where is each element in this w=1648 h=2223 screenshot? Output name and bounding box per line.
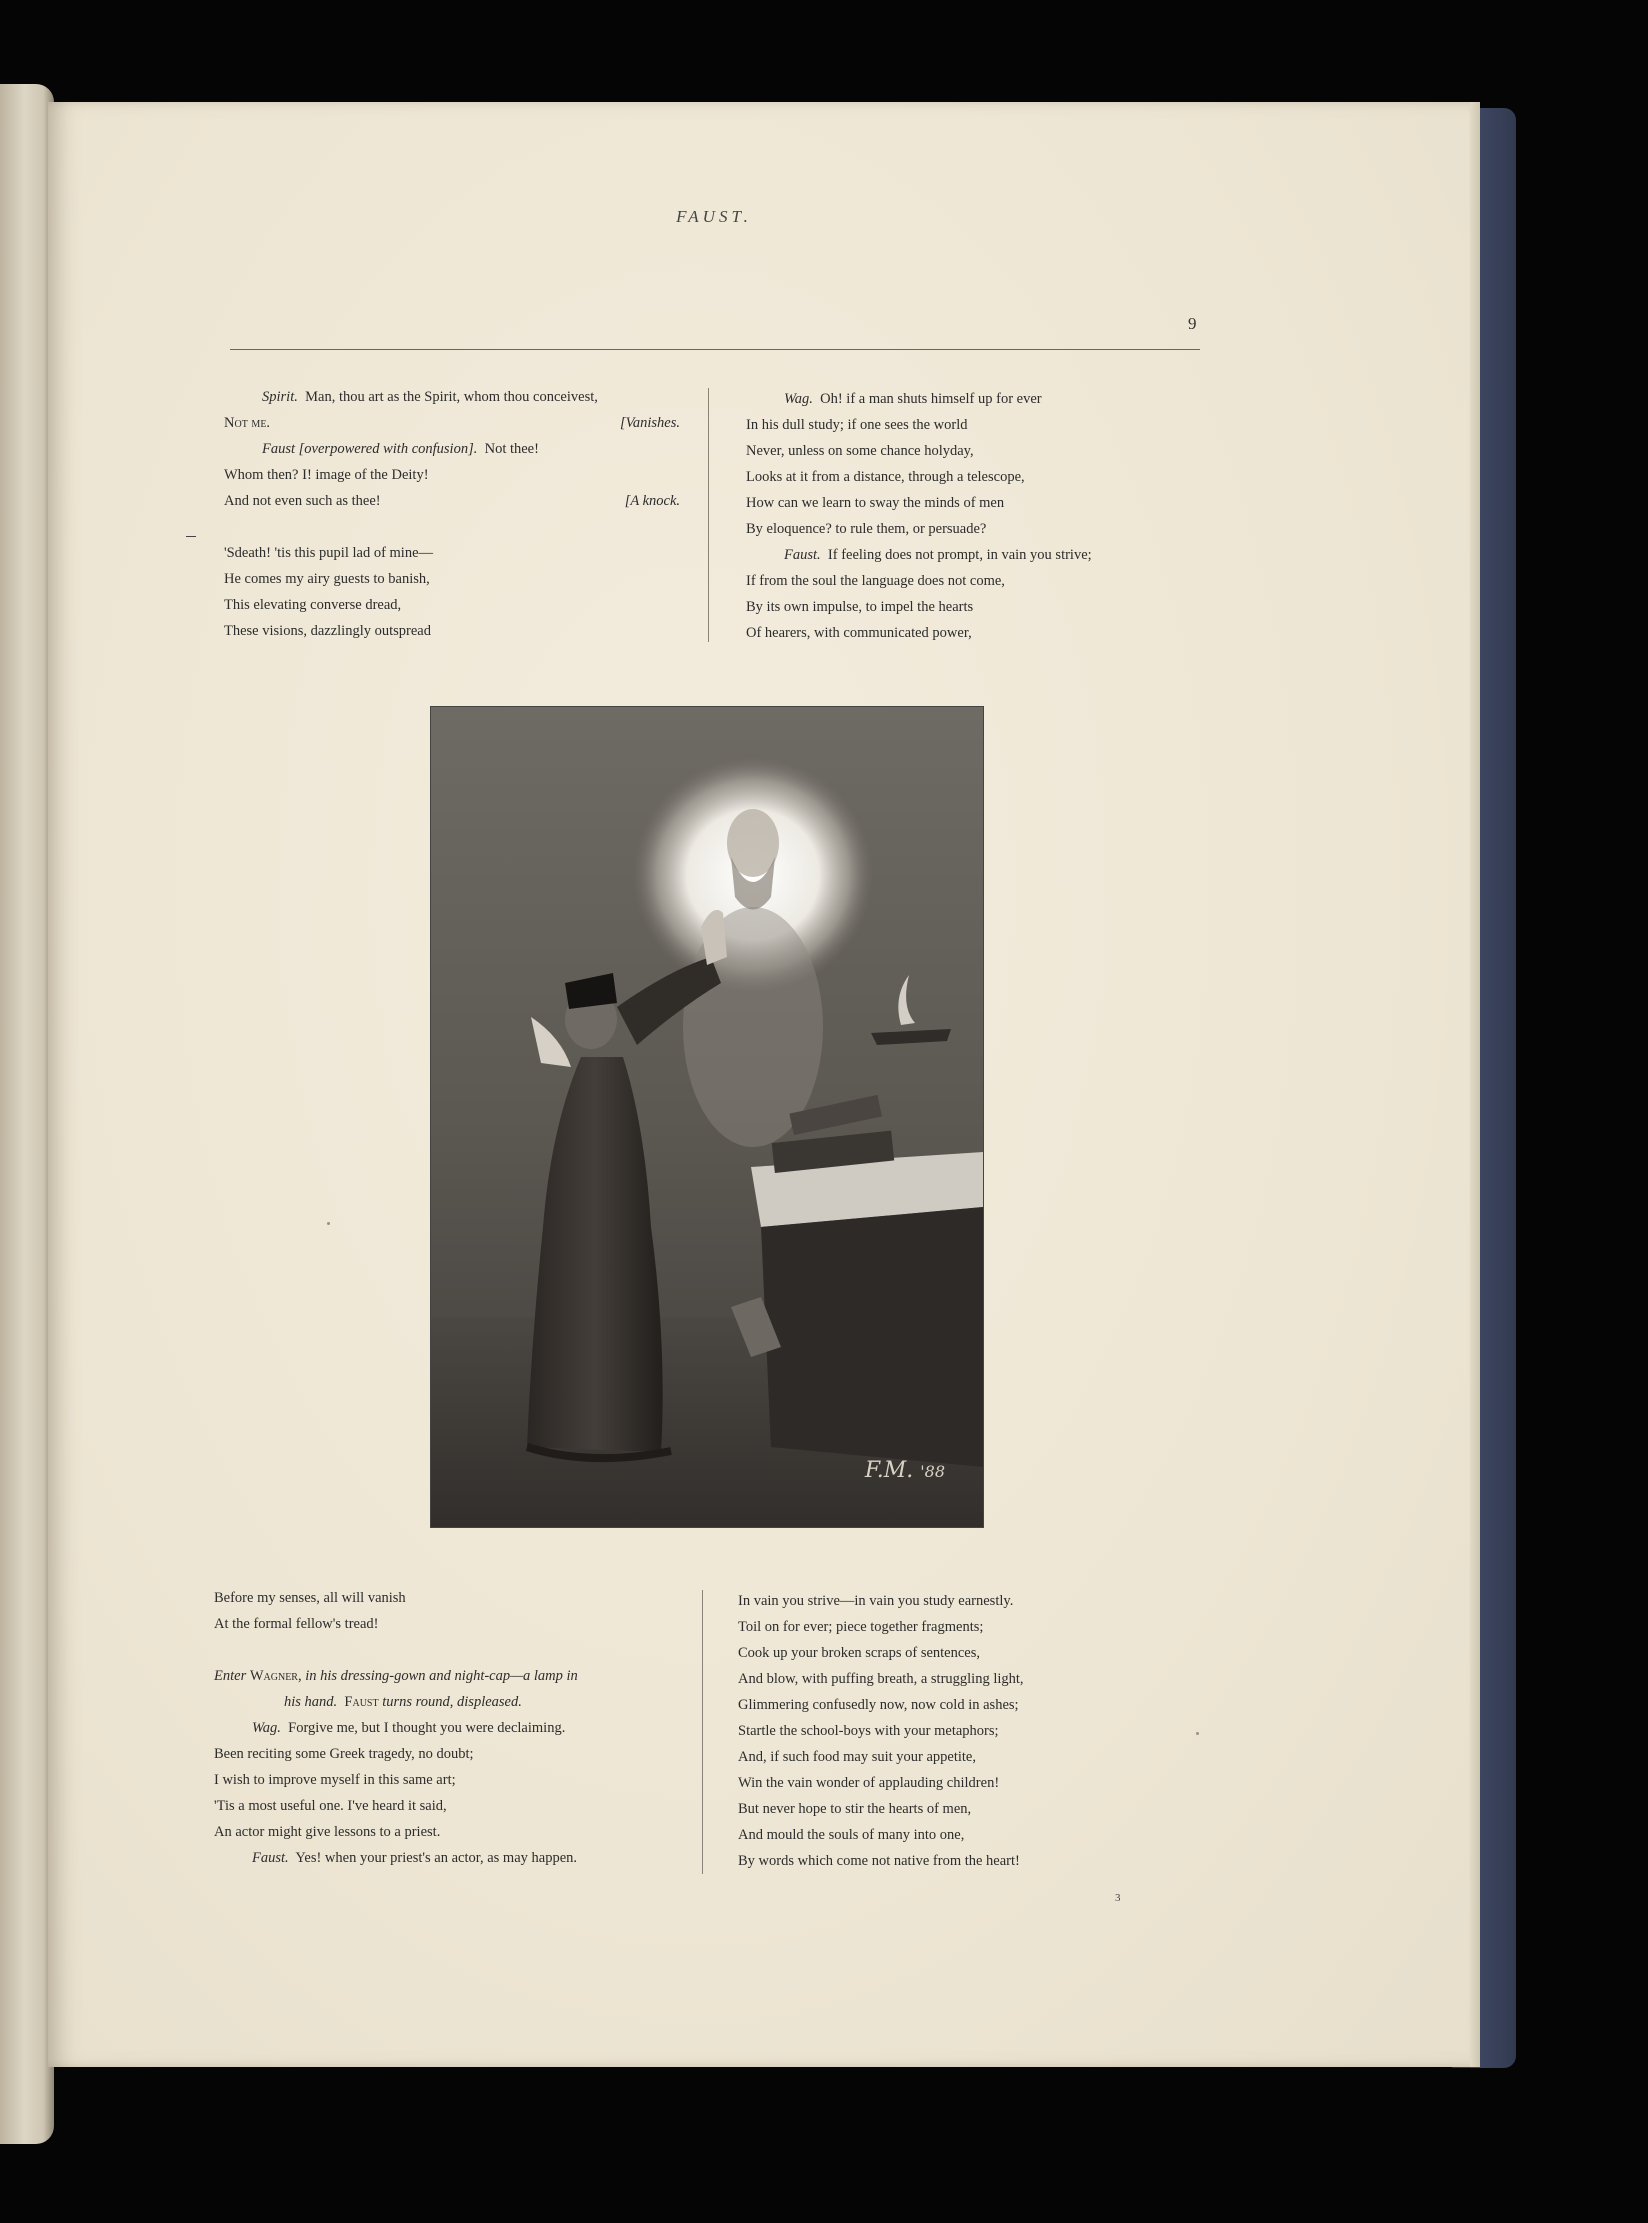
verse-text: In his dull study; if one sees the world <box>746 417 968 433</box>
verse-line <box>738 1718 1178 1744</box>
stage-direction: [A knock. <box>624 493 680 509</box>
engraving-svg <box>431 707 983 1527</box>
verse-text: And blow, with puffing breath, a struggling light, <box>738 1671 1024 1687</box>
verse-line <box>214 1715 684 1741</box>
verse-text: Of hearers, with communicated power, <box>746 625 972 641</box>
speaker-name: Faust <box>262 441 296 457</box>
verse-line <box>224 462 680 488</box>
verse-text: And not even such as thee! <box>224 493 381 509</box>
verse-text: I wish to improve myself in this same art; <box>214 1772 456 1788</box>
bottom-right-column <box>738 1588 1178 1874</box>
speaker-name: Spirit. <box>262 389 298 405</box>
printer-signature: 3 <box>1115 1892 1121 1904</box>
verse-text: By its own impulse, to impel the hearts <box>746 599 974 615</box>
verse-text: Man, thou art as the Spirit, whom thou conceivest, <box>305 389 598 405</box>
verse-text: Whom then? I! image of the Deity! <box>224 467 429 483</box>
verse-line <box>738 1588 1178 1614</box>
verse-line <box>738 1666 1178 1692</box>
verse-line <box>214 1793 684 1819</box>
verse-text: Toil on for ever; piece together fragments; <box>738 1619 984 1635</box>
column-separator <box>708 388 709 642</box>
verse-line <box>746 490 1186 516</box>
stage-text: in his dressing-gown and night-cap—a lamp in <box>305 1668 578 1684</box>
verse-line <box>224 566 680 592</box>
paper-speck <box>1196 1732 1199 1735</box>
character-name: Wagner, <box>249 1668 302 1684</box>
verse-line <box>224 488 680 514</box>
verse-text: And, if such food may suit your appetite, <box>738 1749 976 1765</box>
verse-line <box>224 410 680 436</box>
verse-text: Not thee! <box>484 441 539 457</box>
verse-line <box>738 1796 1178 1822</box>
verse-line <box>746 412 1186 438</box>
verse-line <box>746 568 1186 594</box>
verse-text: And mould the souls of many into one, <box>738 1827 965 1843</box>
verse-line <box>224 592 680 618</box>
verse-line <box>214 1611 684 1637</box>
stage-direction <box>214 1663 684 1689</box>
verse-line <box>224 384 680 410</box>
verse-line <box>214 1741 684 1767</box>
verse-text: Cook up your broken scraps of sentences, <box>738 1645 981 1661</box>
verse-line <box>738 1614 1178 1640</box>
verse-line <box>224 618 680 644</box>
verse-text: By eloquence? to rule them, or persuade? <box>746 521 987 537</box>
top-left-column <box>224 384 680 644</box>
artist-monogram: F.M. <box>864 1458 914 1483</box>
column-separator <box>702 1590 703 1874</box>
verse-line <box>746 464 1186 490</box>
paper-speck <box>327 1222 330 1225</box>
verse-text: Been reciting some Greek tragedy, no doubt; <box>214 1746 474 1762</box>
verse-text: 'Tis a most useful one. I've heard it said, <box>214 1798 447 1814</box>
verse-text: Never, unless on some chance holyday, <box>746 443 974 459</box>
verse-line <box>214 1819 684 1845</box>
verse-text: If feeling does not prompt, in vain you strive; <box>827 547 1092 563</box>
verse-text: But never hope to stir the hearts of men, <box>738 1801 972 1817</box>
stage-direction: [Vanishes. <box>619 415 680 431</box>
header-rule <box>230 349 1200 350</box>
verse-line <box>214 1845 684 1871</box>
verse-text: He comes my airy guests to banish, <box>224 571 430 587</box>
verse-line <box>224 540 680 566</box>
verse-text: By words which come not native from the heart! <box>738 1853 1020 1869</box>
verse-text: This elevating converse dread, <box>224 597 402 613</box>
verse-line <box>214 1585 684 1611</box>
stage-text: turns round, displeased. <box>382 1694 522 1710</box>
margin-mark <box>186 536 196 537</box>
verse-line <box>738 1770 1178 1796</box>
verse-text: Forgive me, but I thought you were declaiming. <box>288 1720 566 1736</box>
speaker-name: Faust. <box>252 1850 289 1866</box>
verse-line <box>746 386 1186 412</box>
left-page-edge <box>0 84 54 2144</box>
page-fore-edge <box>1470 102 1480 2067</box>
verse-line <box>214 1767 684 1793</box>
verse-text: In vain you strive—in vain you study earnestly. <box>738 1593 1014 1609</box>
verse-text: Looks at it from a distance, through a telescope, <box>746 469 1025 485</box>
verse-line <box>746 620 1186 646</box>
page-number: 9 <box>1188 314 1197 333</box>
verse-line <box>738 1692 1178 1718</box>
verse-text: Not me. <box>224 415 271 431</box>
table-body <box>761 1207 983 1467</box>
verse-line <box>738 1848 1178 1874</box>
speaker-name: Faust. <box>784 547 821 563</box>
verse-text: Oh! if a man shuts himself up for ever <box>820 391 1042 407</box>
speaker-name: Wag. <box>252 1720 281 1736</box>
verse-text: Yes! when your priest's an actor, as may happen. <box>295 1850 578 1866</box>
date-mark: '88 <box>920 1462 945 1481</box>
stage-text: his hand. <box>284 1694 338 1710</box>
verse-line <box>738 1744 1178 1770</box>
running-head: FAUST. <box>676 207 752 226</box>
verse-line <box>738 1822 1178 1848</box>
verse-line <box>746 594 1186 620</box>
verse-text: Glimmering confusedly now, now cold in ashes; <box>738 1697 1019 1713</box>
verse-line <box>224 436 680 462</box>
verse-text: How can we learn to sway the minds of men <box>746 495 1005 511</box>
bottom-left-column <box>214 1585 684 1871</box>
verse-line <box>738 1640 1178 1666</box>
verse-line <box>746 516 1186 542</box>
verse-text: These visions, dazzlingly outspread <box>224 623 431 639</box>
verse-line <box>746 438 1186 464</box>
verse-text: Startle the school-boys with your metaphors; <box>738 1723 999 1739</box>
verse-text: 'Sdeath! 'tis this pupil lad of mine— <box>224 545 434 561</box>
character-name: Faust <box>344 1694 379 1710</box>
stage-text: Enter <box>214 1668 247 1684</box>
verse-text: Before my senses, all will vanish <box>214 1590 406 1606</box>
verse-text: An actor might give lessons to a priest. <box>214 1824 441 1840</box>
stage-direction: [overpowered with confusion]. <box>298 441 478 457</box>
verse-text: If from the soul the language does not come, <box>746 573 1005 589</box>
stage-direction <box>214 1689 684 1715</box>
speaker-name: Wag. <box>784 391 813 407</box>
verse-text: Win the vain wonder of applauding children! <box>738 1775 1000 1791</box>
verse-line <box>746 542 1186 568</box>
verse-text: At the formal fellow's tread! <box>214 1616 379 1632</box>
top-right-column <box>746 386 1186 646</box>
engraving-illustration <box>430 706 984 1528</box>
